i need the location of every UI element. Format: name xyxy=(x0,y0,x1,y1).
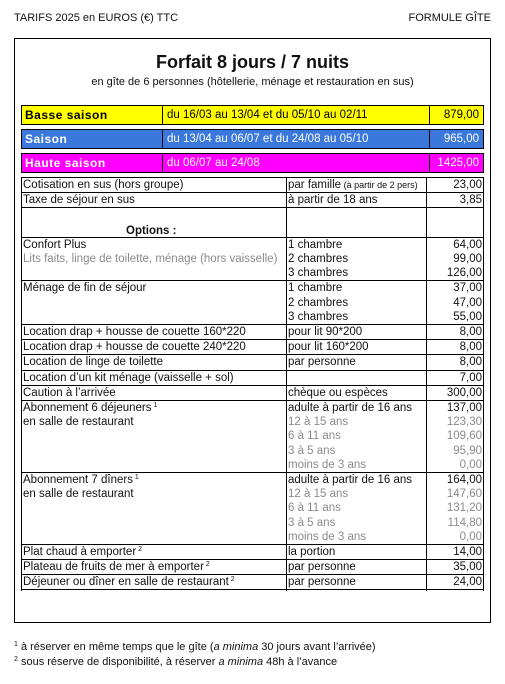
row-condition-cell xyxy=(286,545,426,559)
season-price: 1425,00 xyxy=(437,157,479,169)
condition xyxy=(288,193,426,207)
season-label: Saison xyxy=(25,132,68,146)
option-label: Confort Plus xyxy=(23,238,87,251)
footnote-ref: 1 xyxy=(132,474,139,481)
footnote-ref: 1 xyxy=(151,402,158,409)
meal-condition: 6 à 11 ans xyxy=(288,502,341,515)
meal-price: 24,00 xyxy=(453,576,482,589)
extra-label: Cotisation en sus (hors groupe) xyxy=(23,179,184,191)
option-price: 37,00 xyxy=(453,282,482,295)
row-condition-cell xyxy=(286,401,426,472)
option-condition: 1 chambre xyxy=(288,282,343,295)
row-condition-cell xyxy=(286,386,426,400)
footnote-marker: 2 xyxy=(14,656,18,663)
confort-row xyxy=(21,237,484,281)
meal-price: 131,20 xyxy=(446,502,482,515)
extra-row xyxy=(21,192,484,207)
options-title: Options : xyxy=(126,224,177,237)
season-dates: du 06/07 au 24/08 xyxy=(162,154,430,172)
option-row xyxy=(21,354,484,369)
meal-label xyxy=(23,401,286,415)
option-condition: 2 chambres xyxy=(288,296,349,309)
option-price: 300,00 xyxy=(446,386,482,399)
meal-price: 109,60 xyxy=(446,430,482,443)
row-condition-cell xyxy=(286,193,426,207)
row-price-cell xyxy=(426,238,484,281)
meal-condition: moins de 3 ans xyxy=(288,458,366,471)
row-condition-cell xyxy=(286,178,426,192)
row-label-cell xyxy=(21,238,286,266)
row-label-cell xyxy=(21,281,286,295)
meal-price: 35,00 xyxy=(453,561,482,574)
option-label: Ménage de fin de séjour xyxy=(23,282,147,295)
row-label-cell xyxy=(21,560,286,574)
meal-price: 147,60 xyxy=(446,488,482,501)
option-price: 8,00 xyxy=(459,341,482,354)
meal-sublabel: en salle de restaurant xyxy=(23,488,134,501)
option-condition: pour lit 90*200 xyxy=(288,326,363,338)
option-row xyxy=(21,339,484,354)
row-label-cell xyxy=(21,371,286,385)
option-label: Location de linge de toilette xyxy=(23,356,164,369)
column-divider xyxy=(426,177,427,591)
option-sublabel: Lits faits, linge de toilette, ménage (hors vaisselle) xyxy=(23,252,278,265)
meal-row xyxy=(21,574,484,589)
row-condition-cell xyxy=(286,355,426,369)
meal-price: 95,90 xyxy=(453,444,482,457)
column-divider xyxy=(483,177,484,591)
footnote-text: à réserver en même temps que le gîte ( xyxy=(17,641,214,653)
option-price: 126,00 xyxy=(446,267,482,280)
season-row xyxy=(21,129,484,149)
row-label-cell xyxy=(21,340,286,354)
season-price: 965,00 xyxy=(443,133,479,145)
row-price-cell xyxy=(426,386,484,400)
row-label-cell xyxy=(21,473,286,501)
row-price-cell xyxy=(426,355,484,369)
option-price: 64,00 xyxy=(453,238,482,251)
row-label-cell xyxy=(21,401,286,429)
row-price-cell xyxy=(426,473,484,544)
meal-label xyxy=(23,560,286,574)
footnote-text: 30 jours avant l’arrivée) xyxy=(258,641,376,653)
season-row xyxy=(21,153,484,173)
row-condition-cell xyxy=(286,238,426,281)
meal-row xyxy=(21,544,484,559)
options-header-row xyxy=(21,207,484,236)
extra-row xyxy=(21,177,484,192)
row-label-cell xyxy=(21,355,286,369)
option-price: 99,00 xyxy=(453,252,482,265)
season-label: Basse saison xyxy=(25,108,108,122)
meal-price: 137,00 xyxy=(446,402,482,414)
option-condition: 1 chambre xyxy=(288,238,343,251)
option-label: Location d’un kit ménage (vaisselle + sol) xyxy=(23,371,234,384)
extra-label: Taxe de séjour en sus xyxy=(23,194,135,207)
lunch-subscription-row xyxy=(21,400,484,472)
label-text: Abonnement 6 déjeuners xyxy=(23,402,152,414)
option-label: Caution à l’arrivée xyxy=(23,386,116,399)
meal-price: 123,30 xyxy=(446,416,482,429)
option-price: 8,00 xyxy=(459,356,482,369)
label-text: Plat chaud à emporter xyxy=(23,546,137,558)
footnote-text: sous réserve de disponibilité, à réserver xyxy=(17,656,219,668)
option-condition: par personne xyxy=(288,356,356,369)
footnote xyxy=(14,640,376,654)
row-label-cell xyxy=(21,575,286,589)
option-label: Location drap + housse de couette 240*220 xyxy=(23,341,246,354)
row-condition-cell xyxy=(286,575,426,589)
option-label: Location drap + housse de couette 160*220 xyxy=(23,326,246,338)
row-condition-cell xyxy=(286,325,426,339)
meal-price: 0,00 xyxy=(459,458,482,471)
extra-price: 23,00 xyxy=(453,179,482,191)
row-price-cell xyxy=(426,340,484,354)
season-row xyxy=(21,105,484,125)
extra-price: 3,85 xyxy=(459,194,482,207)
row-condition-cell xyxy=(286,340,426,354)
option-condition: 3 chambres xyxy=(288,267,349,280)
column-divider xyxy=(286,177,287,591)
footnote-ref: 2 xyxy=(228,576,235,584)
meal-condition: moins de 3 ans xyxy=(288,530,366,543)
tariff-header: TARIFS 2025 en EUROS (€) TTC xyxy=(14,12,179,24)
meal-label xyxy=(23,575,286,589)
meal-condition: la portion xyxy=(288,546,336,558)
row-condition-cell xyxy=(286,473,426,544)
option-row xyxy=(21,370,484,385)
label-text: Déjeuner ou dîner en salle de restaurant xyxy=(23,576,229,589)
condition-text: par famille xyxy=(288,179,342,191)
row-price-cell xyxy=(426,193,484,207)
condition-note: (à partir de 2 pers) xyxy=(341,180,418,190)
package-subtitle: en gîte de 6 personnes (hôtellerie, ménage et restauration en sus) xyxy=(91,76,414,88)
row-label-cell xyxy=(21,545,286,559)
meal-price: 0,00 xyxy=(459,530,482,543)
row-price-cell xyxy=(426,575,484,589)
row-price-cell xyxy=(426,325,484,339)
meal-label xyxy=(23,545,286,559)
row-label-cell xyxy=(21,386,286,400)
footnote-emphasis: a minima xyxy=(213,641,259,653)
row-price-cell xyxy=(426,178,484,192)
meal-price: 164,00 xyxy=(446,474,482,486)
meal-condition: adulte à partir de 16 ans xyxy=(288,402,413,414)
meal-price: 114,80 xyxy=(447,516,482,529)
option-condition: 3 chambres xyxy=(288,310,349,323)
footnote-text: 48h à l’avance xyxy=(263,656,338,668)
option-row xyxy=(21,385,484,400)
option-price: 8,00 xyxy=(459,326,482,338)
meal-condition: 3 à 5 ans xyxy=(288,516,336,529)
row-price-cell xyxy=(426,281,484,324)
footnote-marker: 1 xyxy=(14,641,18,648)
meal-condition: par personne xyxy=(288,561,356,574)
row-condition-cell xyxy=(286,281,426,324)
option-price: 55,00 xyxy=(453,310,482,323)
package-title: Forfait 8 jours / 7 nuits xyxy=(155,52,350,72)
meal-sublabel: en salle de restaurant xyxy=(23,416,134,429)
row-condition-cell xyxy=(286,371,426,385)
meal-condition: 12 à 15 ans xyxy=(288,488,349,501)
column-divider xyxy=(21,177,22,591)
option-price: 7,00 xyxy=(459,371,482,384)
footnote-emphasis: a minima xyxy=(218,656,264,668)
pricing-panel xyxy=(14,38,491,623)
season-dates: du 13/04 au 06/07 et du 24/08 au 05/10 xyxy=(162,130,430,148)
meal-label xyxy=(23,473,286,487)
row-price-cell xyxy=(426,545,484,559)
option-condition: pour lit 160*200 xyxy=(288,341,369,354)
footnote xyxy=(14,655,337,669)
row-price-cell xyxy=(426,560,484,574)
label-text: Plateau de fruits de mer à emporter xyxy=(23,561,204,574)
row-label-cell xyxy=(21,193,286,207)
meal-condition: par personne xyxy=(288,576,356,589)
label-text: Abonnement 7 dîners xyxy=(23,474,133,486)
option-row xyxy=(21,324,484,339)
meal-row xyxy=(21,559,484,574)
footnote-ref: 2 xyxy=(203,561,210,569)
option-condition: 2 chambres xyxy=(288,252,349,265)
meal-condition: 3 à 5 ans xyxy=(288,444,336,457)
condition-text: à partir de 18 ans xyxy=(288,194,378,207)
meal-condition: adulte à partir de 16 ans xyxy=(288,474,413,486)
footnote-ref: 2 xyxy=(136,546,142,553)
option-condition xyxy=(288,371,426,385)
row-label-cell xyxy=(21,325,286,339)
formula-header: FORMULE GÎTE xyxy=(408,12,491,24)
row-price-cell xyxy=(426,371,484,385)
season-price: 879,00 xyxy=(443,109,479,121)
meal-condition: 12 à 15 ans xyxy=(288,416,349,429)
condition xyxy=(288,178,426,192)
dinner-subscription-row xyxy=(21,472,484,544)
meal-price: 14,00 xyxy=(453,546,482,558)
meal-condition: 6 à 11 ans xyxy=(288,430,341,443)
season-dates: du 16/03 au 13/04 et du 05/10 au 02/11 xyxy=(162,106,430,124)
row-price-cell xyxy=(426,401,484,472)
season-label: Haute saison xyxy=(25,156,106,170)
option-price: 47,00 xyxy=(453,296,482,309)
row-label-cell xyxy=(21,178,286,192)
menage-row xyxy=(21,280,484,324)
row-condition-cell xyxy=(286,560,426,574)
option-condition: chèque ou espèces xyxy=(288,386,388,399)
